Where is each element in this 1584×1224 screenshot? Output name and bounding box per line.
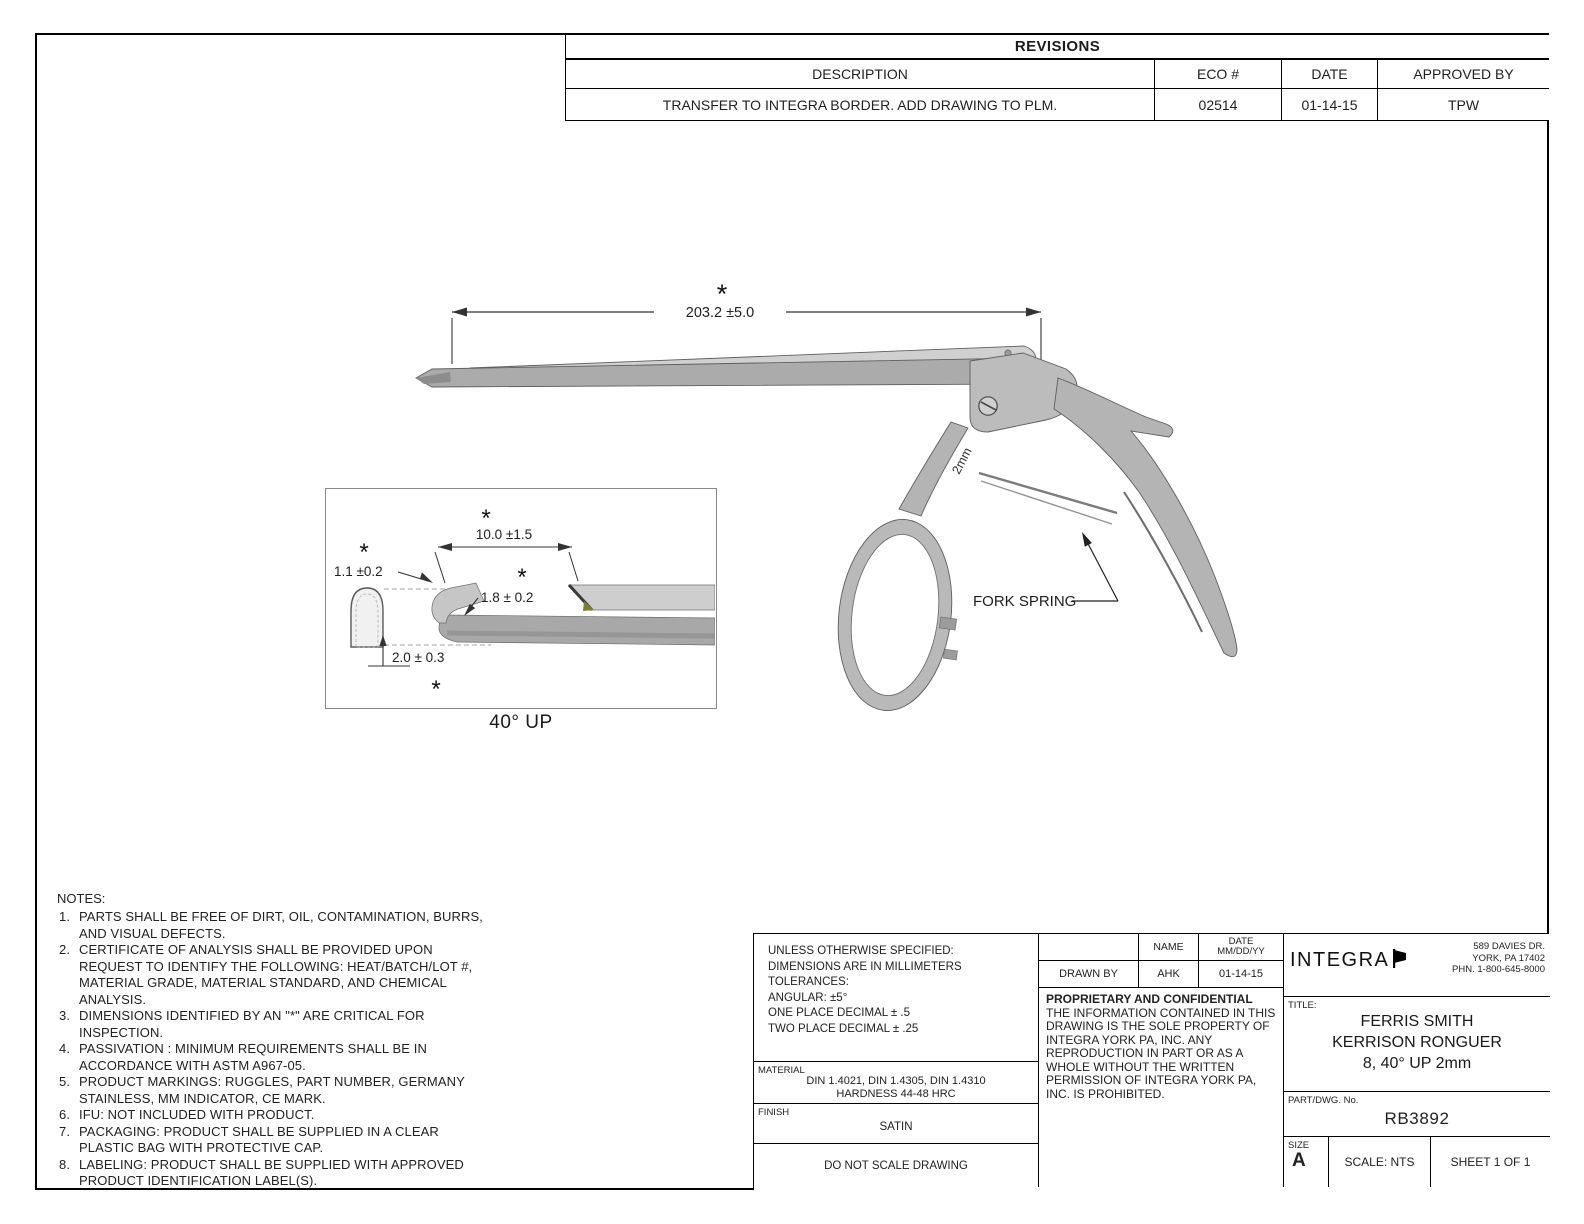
note-item: [57, 1107, 493, 1124]
note-number: 7.: [59, 1123, 71, 1139]
note-text: PRODUCT MARKINGS: RUGGLES, PART NUMBER, GERMANY STAINLESS, MM INDICATOR, CE MARK.: [79, 1074, 465, 1106]
note-item: [57, 1124, 493, 1157]
part-number-cell: [1284, 1092, 1550, 1137]
sheet-value: SHEET 1 OF 1: [1450, 1155, 1531, 1169]
sign-header-date: [1199, 934, 1284, 961]
material-value: DIN 1.4021, DIN 1.4305, DIN 1.4310: [806, 1075, 986, 1087]
top-slide: [569, 585, 715, 610]
tolerance-line: TOLERANCES:: [768, 976, 849, 988]
note-number: 8.: [59, 1156, 71, 1172]
fork-spring-leaf: [981, 481, 1112, 524]
finish-label: FINISH: [758, 1107, 790, 1118]
scale-value: SCALE: NTS: [1344, 1155, 1415, 1169]
note-number: 5.: [59, 1074, 71, 1089]
sign-header-blank: [1039, 934, 1139, 961]
note-text: PASSIVATION : MINIMUM REQUIREMENTS SHALL BE IN ACCORDANCE WITH ASTM A967-05.: [79, 1041, 427, 1073]
note-number: 3.: [59, 1008, 71, 1023]
address-line: PHN. 1-800-645-8000: [1452, 964, 1545, 975]
shaft-height-text: 2.0 ± 0.3: [392, 650, 445, 665]
date-header-line2: MM/DD/YY: [1217, 946, 1265, 957]
note-text: LABELING: PRODUCT SHALL BE SUPPLIED WITH APPROVED PRODUCT IDENTIFICATION LABEL(S).: [79, 1156, 464, 1188]
tolerance-block: [754, 934, 1039, 1062]
drawn-by-name-cell: AHK: [1139, 961, 1199, 988]
critical-asterisk: *: [481, 505, 491, 532]
scale-cell: [1329, 1137, 1431, 1187]
lower-jaw: [439, 615, 715, 645]
revisions-header-description: DESCRIPTION: [812, 66, 908, 82]
tip-detail-drawing: [326, 489, 715, 707]
shaft-size-label: 2mm: [949, 445, 975, 477]
revisions-header-row: [566, 60, 1549, 89]
sign-header-name: NAME: [1139, 934, 1199, 961]
proprietary-body: THE INFORMATION CONTAINED IN THIS DRAWING IS THE SOLE PROPERTY OF INTEGRA YORK PA, INC. ANY REPRODUCTION IN PART OR AS A WHOLE WITHOUT THE WRITTEN PERMISSION OF INTEGRA YORK PA, INC. IS PROHIBITED.: [1046, 1005, 1276, 1101]
tolerance-line: UNLESS OTHERWISE SPECIFIED:: [768, 945, 954, 957]
material-block: [754, 1062, 1039, 1104]
note-text: PARTS SHALL BE FREE OF DIRT, OIL, CONTAMINATION, BURRS, AND VISUAL DEFECTS.: [79, 909, 483, 941]
company-logo: [1290, 949, 1407, 972]
proprietary-heading: PROPRIETARY AND CONFIDENTIAL: [1046, 992, 1253, 1006]
part-number-label: PART/DWG. No.: [1288, 1095, 1359, 1106]
arrowhead: [1082, 532, 1092, 547]
tolerance-line: DIMENSIONS ARE IN MILLIMETERS: [768, 960, 962, 973]
proprietary-block: [1039, 988, 1284, 1187]
critical-asterisk: *: [359, 539, 369, 566]
arrowhead: [452, 308, 467, 317]
material-label: MATERIAL: [758, 1065, 805, 1076]
fork-spring-callout: [973, 532, 1118, 610]
notes-title: NOTES:: [57, 891, 106, 906]
note-item: [57, 1041, 493, 1074]
note-number: 1.: [59, 909, 71, 924]
revision-description: TRANSFER TO INTEGRA BORDER. ADD DRAWING TO PLM.: [662, 96, 1058, 113]
note-item: [57, 909, 493, 942]
note-number: 4.: [59, 1041, 71, 1056]
critical-asterisk: *: [517, 564, 527, 591]
tip-detail-inset: [325, 488, 717, 709]
tolerance-line: TWO PLACE DECIMAL ± .25: [768, 1022, 919, 1035]
revisions-header-approved: APPROVED BY: [1377, 60, 1549, 88]
extension-line: [435, 552, 445, 583]
upper-handle: [1054, 378, 1237, 657]
revision-approved: TPW: [1377, 89, 1549, 120]
drawn-by-label-cell: DRAWN BY: [1039, 961, 1139, 988]
note-text: CERTIFICATE OF ANALYSIS SHALL BE PROVIDED UPON REQUEST TO IDENTIFY THE FOLLOWING: HEAT/BATCH/LOT #, MATERIAL GRADE, MATERIAL STANDARD, AND CHEMICAL ANALYSIS.: [79, 942, 473, 1007]
revisions-data-row: [566, 89, 1549, 120]
leader-line: [1084, 536, 1118, 601]
ratchet-peg: [943, 649, 957, 660]
tolerance-line: ONE PLACE DECIMAL ± .5: [768, 1007, 911, 1019]
fork-spring-label: FORK SPRING: [973, 593, 1077, 610]
arrowhead: [420, 572, 433, 583]
ratchet-peg: [939, 617, 956, 630]
do-not-scale-text: DO NOT SCALE DRAWING: [824, 1159, 968, 1172]
critical-asterisk: *: [716, 279, 728, 309]
revision-eco: 02514: [1154, 89, 1281, 120]
address-line: YORK, PA 17402: [1472, 952, 1545, 964]
arrowhead: [438, 543, 452, 551]
drawing-title-line: KERRISON RONGUER: [1332, 1034, 1502, 1051]
title-block: [753, 933, 1549, 1190]
finger-ring: [828, 513, 963, 717]
company-address: [1452, 941, 1545, 976]
extension-line: [569, 552, 578, 581]
jaw-length-dimension: [435, 543, 578, 583]
finish-block: [754, 1104, 1039, 1144]
size-value: A: [1292, 1150, 1306, 1171]
detail-view-caption: 40° UP: [489, 712, 553, 733]
jaw-length-text: 10.0 ±1.5: [475, 527, 533, 542]
revisions-table: [565, 35, 1549, 121]
note-text: DIMENSIONS IDENTIFIED BY AN "*" ARE CRITICAL FOR INSPECTION.: [79, 1008, 425, 1040]
arrowhead: [558, 543, 572, 551]
jaw-shading: [447, 633, 715, 636]
note-number: 6.: [59, 1107, 71, 1122]
tolerance-line: ANGULAR: ±5°: [768, 991, 848, 1004]
integra-logo-text: INTEGRA: [1290, 949, 1390, 971]
revisions-header-date: DATE: [1281, 60, 1377, 88]
company-block: [1284, 934, 1550, 997]
note-number: 2.: [59, 942, 71, 957]
opening-text: 1.8 ± 0.2: [481, 590, 534, 605]
title-cell: [1284, 997, 1550, 1092]
fork-spring-leaf: [979, 473, 1117, 513]
note-text: IFU: NOT INCLUDED WITH PRODUCT.: [79, 1107, 315, 1122]
finish-value: SATIN: [879, 1121, 913, 1133]
note-text: PACKAGING: PRODUCT SHALL BE SUPPLIED IN A CLEAR PLASTIC BAG WITH PROTECTIVE CAP.: [79, 1123, 439, 1155]
note-item: [57, 1008, 493, 1041]
sheet-cell: [1431, 1137, 1550, 1187]
drawing-title-line: 8, 40° UP 2mm: [1362, 1055, 1472, 1072]
note-item: [57, 942, 493, 1008]
arrowhead: [1026, 308, 1041, 317]
integra-flag-icon: [1391, 949, 1407, 968]
notes-section: [57, 891, 493, 1190]
address-line: 589 DAVIES DR.: [1473, 941, 1545, 952]
note-item: [57, 1074, 493, 1107]
date-header-line1: DATE: [1228, 936, 1254, 947]
drawn-by-date-cell: 01-14-15: [1199, 961, 1284, 988]
revisions-header-eco: ECO #: [1154, 60, 1281, 88]
title-label: TITLE:: [1288, 1000, 1317, 1011]
size-label: SIZE: [1288, 1140, 1310, 1151]
size-cell: [1284, 1137, 1329, 1187]
critical-asterisk: *: [431, 676, 441, 703]
revisions-title: REVISIONS: [566, 35, 1549, 60]
drawing-title-line: FERRIS SMITH: [1360, 1013, 1474, 1030]
part-number-value: RB3892: [1384, 1109, 1450, 1128]
tip-thickness-text: 1.1 ±0.2: [334, 564, 383, 579]
material-hardness: HARDNESS 44-48 HRC: [836, 1088, 956, 1100]
do-not-scale-block: [754, 1144, 1039, 1187]
note-item: [57, 1157, 493, 1190]
revision-date: 01-14-15: [1281, 89, 1377, 120]
overall-length-text: 203.2 ±5.0: [685, 305, 755, 321]
